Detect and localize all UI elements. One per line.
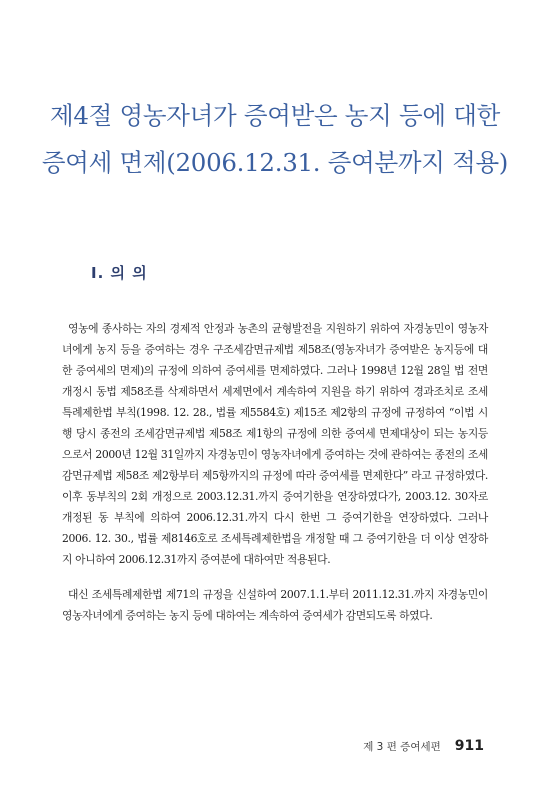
page-number: 911 bbox=[454, 738, 484, 754]
chapter-title-line-1: 제4절 영농자녀가 증여받은 농지 등에 대한 bbox=[50, 101, 500, 130]
page-footer bbox=[363, 738, 484, 754]
chapter-title-line-2: 증여세 면제(2006.12.31. 증여분까지 적용) bbox=[41, 148, 509, 177]
section-heading: Ⅰ. 의 의 bbox=[91, 264, 148, 282]
paragraph-1: 영농에 종사하는 자의 경제적 안정과 농촌의 균형발전을 지원하기 위하여 자경농민이 영농자녀에게 농지 등을 증여하는 경우 구조세감면규제법 제58조(영농자녀가 증여받은 농지등에 대한 증여세의 면제)의 규정에 의하여 증여세를 면제하였다. 그러나 1998년 12월 28일 법 전면 개정시 동법 제58조를 삭제하면서 세제면에서 계속하여 지원을 하기 위하여 경과조치로 조세특례제한법 부칙(1998. 12. 28., 법률 제5584호) 제15조 제2항의 규정에 규정하여 “이법 시행 당시 종전의 조세감면규제법 제58조 제1항의 규정에 의한 증여세 면제대상이 되는 농지등으로서 2000년 12월 31일까지 자경농민이 영농자녀에게 증여하는 것에 관하여는 종전의 조세감면규제법 제58조 제2항부터 제5항까지의 규정에 따라 증여세를 면제한다” 라고 규정하였다. 이후 동부칙의 2회 개정으로 2003.12.31.까지 증여기한을 연장하였다가, 2003.12. 30자로 개정된 동 부칙에 의하여 2006.12.31.까지 다시 한번 그 증여기한을 연장하였다. 그러나 2006. 12. 30., 법률 제8146호로 조세특례제한법을 개정할 때 그 증여기한을 더 이상 연장하지 아니하여 2006.12.31까지 증여분에 대하여만 적용된다. bbox=[62, 322, 488, 566]
body-text bbox=[62, 318, 488, 626]
footer-chapter-label: 제 3 편 증여세편 bbox=[363, 741, 441, 753]
chapter-title bbox=[0, 92, 550, 186]
paragraph-2: 대신 조세특례제한법 제71의 규정을 신설하여 2007.1.1.부터 2011.12.31.까지 자경농민이 영농자녀에게 증여하는 농지 등에 대하여는 계속하여 증여세가 감면되도록 하였다. bbox=[62, 588, 488, 622]
